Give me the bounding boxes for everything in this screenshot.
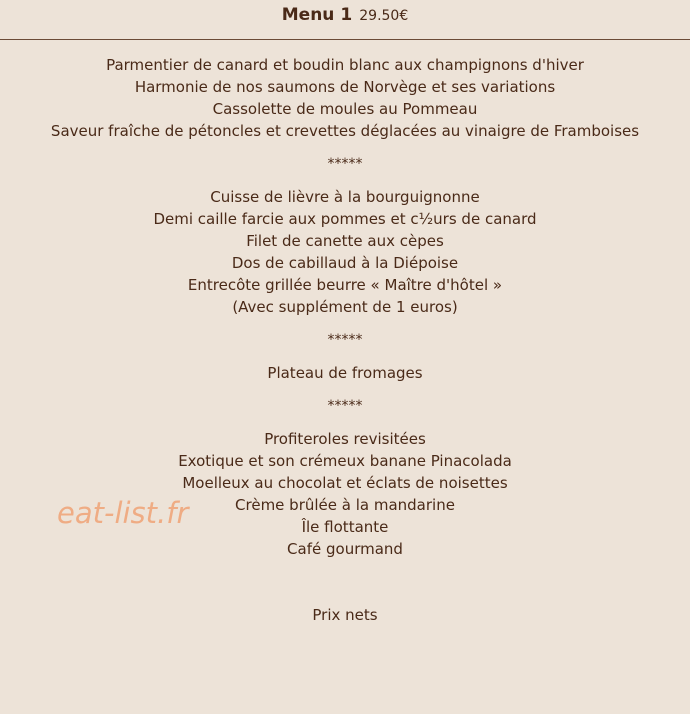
watermark-logo: eat-list.fr <box>57 496 189 530</box>
desserts-section <box>0 428 690 560</box>
menu-item: Moelleux au chocolat et éclats de noisettes <box>182 474 508 492</box>
menu-item: Cassolette de moules au Pommeau <box>212 100 478 118</box>
menu-item: Exotique et son crémeux banane Pinacolada <box>178 452 512 470</box>
course-separator: ***** <box>327 398 363 414</box>
menu-item: Entrecôte grillée beurre « Maître d'hôtel » <box>187 276 503 294</box>
menu-item: Filet de canette aux cèpes <box>246 232 444 250</box>
course-separator: ***** <box>327 332 363 348</box>
fromages-section <box>0 362 690 384</box>
menu-item: Crème brûlée à la mandarine <box>235 496 455 514</box>
menu-item: Profiteroles revisitées <box>264 430 426 448</box>
price-note: Prix nets <box>312 606 378 624</box>
menu-item: Harmonie de nos saumons de Norvège et ses variations <box>134 78 556 96</box>
menu-item: Plateau de fromages <box>267 364 423 382</box>
menu-price: 29.50€ <box>359 8 409 24</box>
menu-title: Menu 1 <box>281 5 353 25</box>
menu-item: Dos de cabillaud à la Diépoise <box>231 254 459 272</box>
menu-item: Cuisse de lièvre à la bourguignonne <box>210 188 480 206</box>
plats-section <box>0 186 690 318</box>
menu-item: Parmentier de canard et boudin blanc aux champignons d'hiver <box>106 56 584 74</box>
menu-item: Île flottante <box>301 518 389 536</box>
supplement-note: (Avec supplément de 1 euros) <box>232 298 458 316</box>
menu-content <box>0 40 690 626</box>
menu-header <box>0 0 690 40</box>
menu-item: Café gourmand <box>287 540 403 558</box>
menu-item: Saveur fraîche de pétoncles et crevettes déglacées au vinaigre de Framboises <box>50 122 640 140</box>
course-separator: ***** <box>327 156 363 172</box>
menu-item: Demi caille farcie aux pommes et c½urs de canard <box>153 210 537 228</box>
entrees-section <box>0 54 690 142</box>
